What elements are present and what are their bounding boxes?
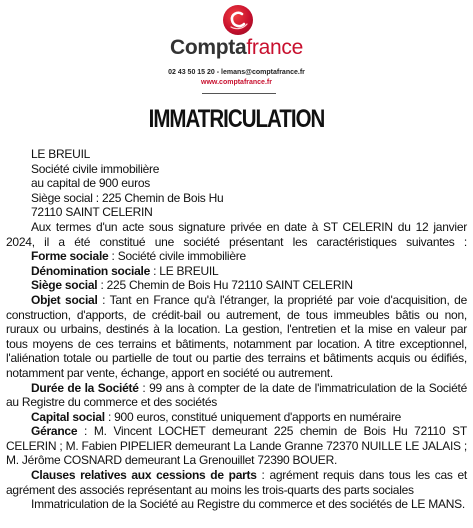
company-capital: au capital de 900 euros xyxy=(31,176,151,191)
objet-line-1: construction, d'apports, de crédit-bail ou autrement, de tous immeubles bâtis ou non, xyxy=(6,307,467,322)
forme-value: : Société civile immobilière xyxy=(108,249,246,264)
website-link[interactable]: www.comptafrance.fr xyxy=(201,79,272,86)
denom-label: Dénomination sociale xyxy=(31,263,151,278)
siege-value: : 225 Chemin de Bois Hu 72110 SAINT CELERIN xyxy=(97,278,353,293)
comptafrance-logo-icon xyxy=(223,5,253,35)
contact-line: 02 43 50 15 20 - lemans@comptafrance.fr xyxy=(168,69,305,76)
company-type: Société civile immobilière xyxy=(31,161,160,176)
objet-label: Objet social xyxy=(31,292,98,307)
company-city: 72110 SAINT CELERIN xyxy=(31,205,153,220)
gerance-line-3: M. Jérôme COSNARD demeurant La Grenouillet 72390 BOUER. xyxy=(6,453,338,468)
gerance-line-2: CELERIN ; M. Fabien PIPELIER demeurant La Lande Granne 72370 NUILLE LE JALAIS ; xyxy=(6,438,467,453)
gerance-first: : M. Vincent LOCHET demeurant 225 chemin de Bois Hu 72110 ST xyxy=(77,424,467,439)
clauses-line-2: agrément des associés représentant au moins les trois-quarts des parts sociales xyxy=(6,482,414,497)
header-divider xyxy=(202,93,276,94)
capital-label: Capital social xyxy=(31,409,105,424)
brand-name xyxy=(0,36,473,60)
objet-line-3: tous moyens de ces terrains et bâtiments, notamment par location. A titre exceptionnel, xyxy=(6,336,467,351)
clauses-cessions xyxy=(6,468,467,483)
duree-line-2: au Registre du commerce et des sociétés xyxy=(6,395,218,410)
company-siege: Siège social : 225 Chemin de Bois Hu xyxy=(31,190,224,205)
capital-value: : 900 euros, constitué uniquement d'apports en numéraire xyxy=(104,409,402,424)
denomination-sociale xyxy=(6,264,467,279)
duree-societe xyxy=(6,381,467,396)
capital-social xyxy=(6,410,467,425)
objet-line-2: ruraux ou urbains, destinés à la location. La gestion, l'entretien et la mise en valeur par xyxy=(6,322,467,337)
siege-label: Siège social xyxy=(31,278,98,293)
objet-social xyxy=(6,293,467,308)
clauses-label: Clauses relatives aux cessions de parts xyxy=(31,468,257,483)
siege-social xyxy=(6,278,467,293)
company-name: LE BREUIL xyxy=(31,147,91,161)
objet-first: : Tant en France qu'à l'étranger, la propriété par voie d'acquisition, de xyxy=(97,292,467,307)
objet-line-5: notamment par vente, échange, apport en société ou autrement. xyxy=(6,365,333,380)
forme-sociale xyxy=(6,249,467,264)
duree-label: Durée de la Société xyxy=(31,380,139,395)
clauses-first: : agrément requis dans tous les cas et xyxy=(256,468,467,483)
publication-header xyxy=(0,0,473,100)
denom-value: : LE BREUIL xyxy=(150,263,219,278)
forme-label: Forme sociale xyxy=(31,249,109,264)
brand-name-bold: Compta xyxy=(170,36,247,59)
gerance xyxy=(6,424,467,439)
notice-body xyxy=(6,147,467,512)
final-mention: Immatriculation de la Société au Registre du commerce et des sociétés de LE MANS. xyxy=(31,497,465,512)
duree-first: : 99 ans à compter de la date de l'immatriculation de la Société xyxy=(138,380,467,395)
gerance-label: Gérance xyxy=(31,424,78,439)
brand-name-light: france xyxy=(246,36,303,59)
intro-line-2: 2024, il a été constitué une société présentant les caractéristiques suivantes : xyxy=(6,234,467,249)
notice-title: IMMATRICULATION xyxy=(148,105,325,133)
objet-line-4: l'aliénation totale ou partielle de tout ou partie des terrains et bâtiments acquis ou édifiés, xyxy=(6,351,467,366)
intro-line-1: Aux termes d'un acte sous signature privée en date à ST CELERIN du 12 janvier xyxy=(31,219,467,234)
